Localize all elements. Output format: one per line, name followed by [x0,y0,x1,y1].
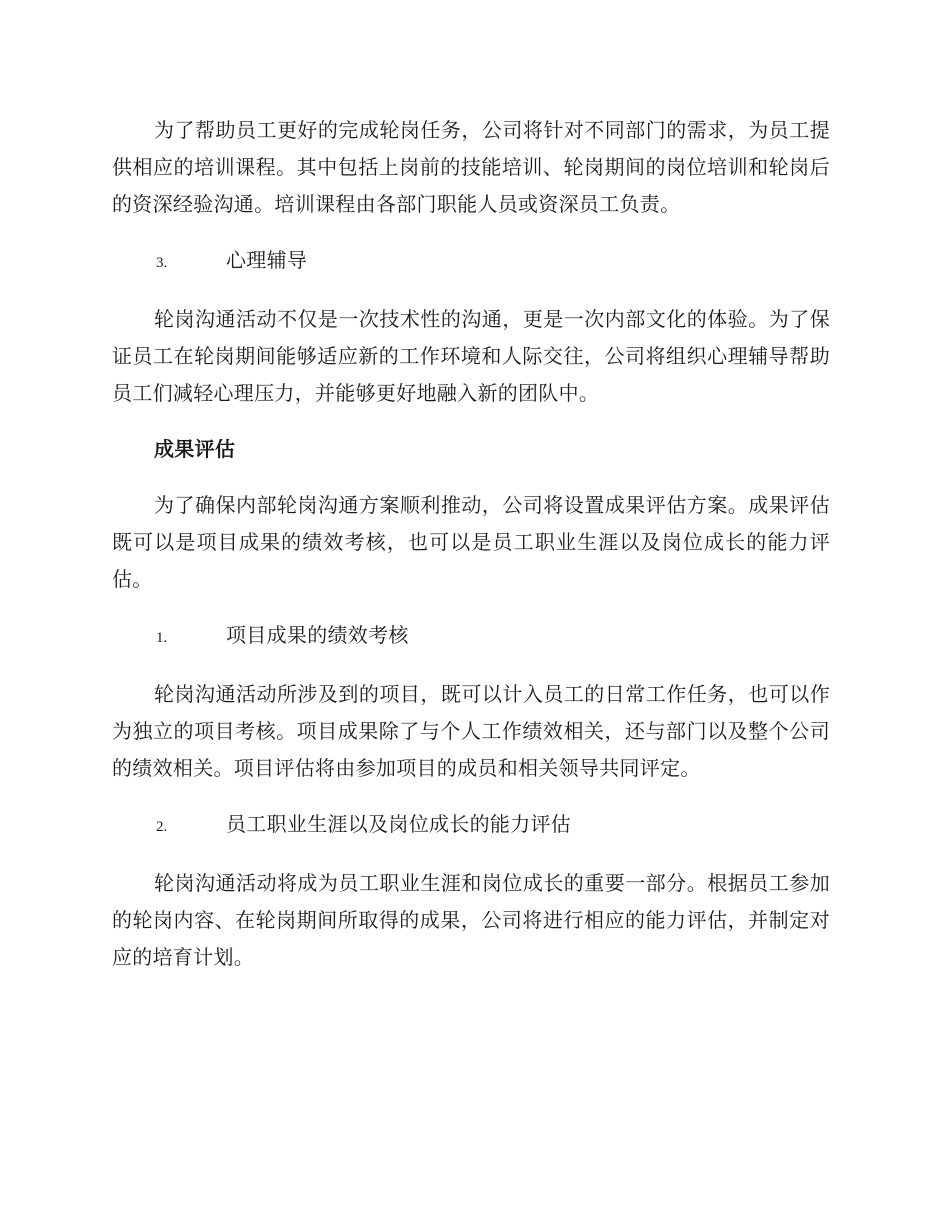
list-label: 项目成果的绩效考核 [226,623,409,647]
list-label: 心理辅导 [226,248,308,272]
paragraph-evaluation-intro: 为了确保内部轮岗沟通方案顺利推动，公司将设置成果评估方案。成果评估既可以是项目成果的绩效考核，也可以是员工职业生涯以及岗位成长的能力评估。 [112,493,830,591]
paragraph-training: 为了帮助员工更好的完成轮岗任务，公司将针对不同部门的需求，为员工提供相应的培训课程。其中包括上岗前的技能培训、轮岗期间的岗位培训和轮岗后的资深经验沟通。培训课程由各部门职能人员或资深员工负责。 [112,118,830,216]
paragraph-career-growth: 轮岗沟通活动将成为员工职业生涯和岗位成长的重要一部分。根据员工参加的轮岗内容、在轮岗期间所取得的成果，公司将进行相应的能力评估，并制定对应的培育计划。 [112,871,830,969]
list-number: 3. [156,255,168,271]
list-number: 2. [156,819,168,835]
list-item-career-growth [112,806,830,846]
section-heading-evaluation: 成果评估 [154,437,236,461]
paragraph-psych-counseling: 轮岗沟通活动不仅是一次技术性的沟通，更是一次内部文化的体验。为了保证员工在轮岗期间能够适应新的工作环境和人际交往，公司将组织心理辅导帮助员工们减轻心理压力，并能够更好地融入新的团队中。 [112,307,830,405]
list-item-performance [112,617,830,657]
paragraph-performance: 轮岗沟通活动所涉及到的项目，既可以计入员工的日常工作任务，也可以作为独立的项目考核。项目成果除了与个人工作绩效相关，还与部门以及整个公司的绩效相关。项目评估将由参加项目的成员和相关领导共同评定。 [112,682,830,780]
list-number: 1. [156,630,168,646]
list-item-psych-counseling [112,242,830,282]
list-label: 员工职业生涯以及岗位成长的能力评估 [226,812,572,836]
